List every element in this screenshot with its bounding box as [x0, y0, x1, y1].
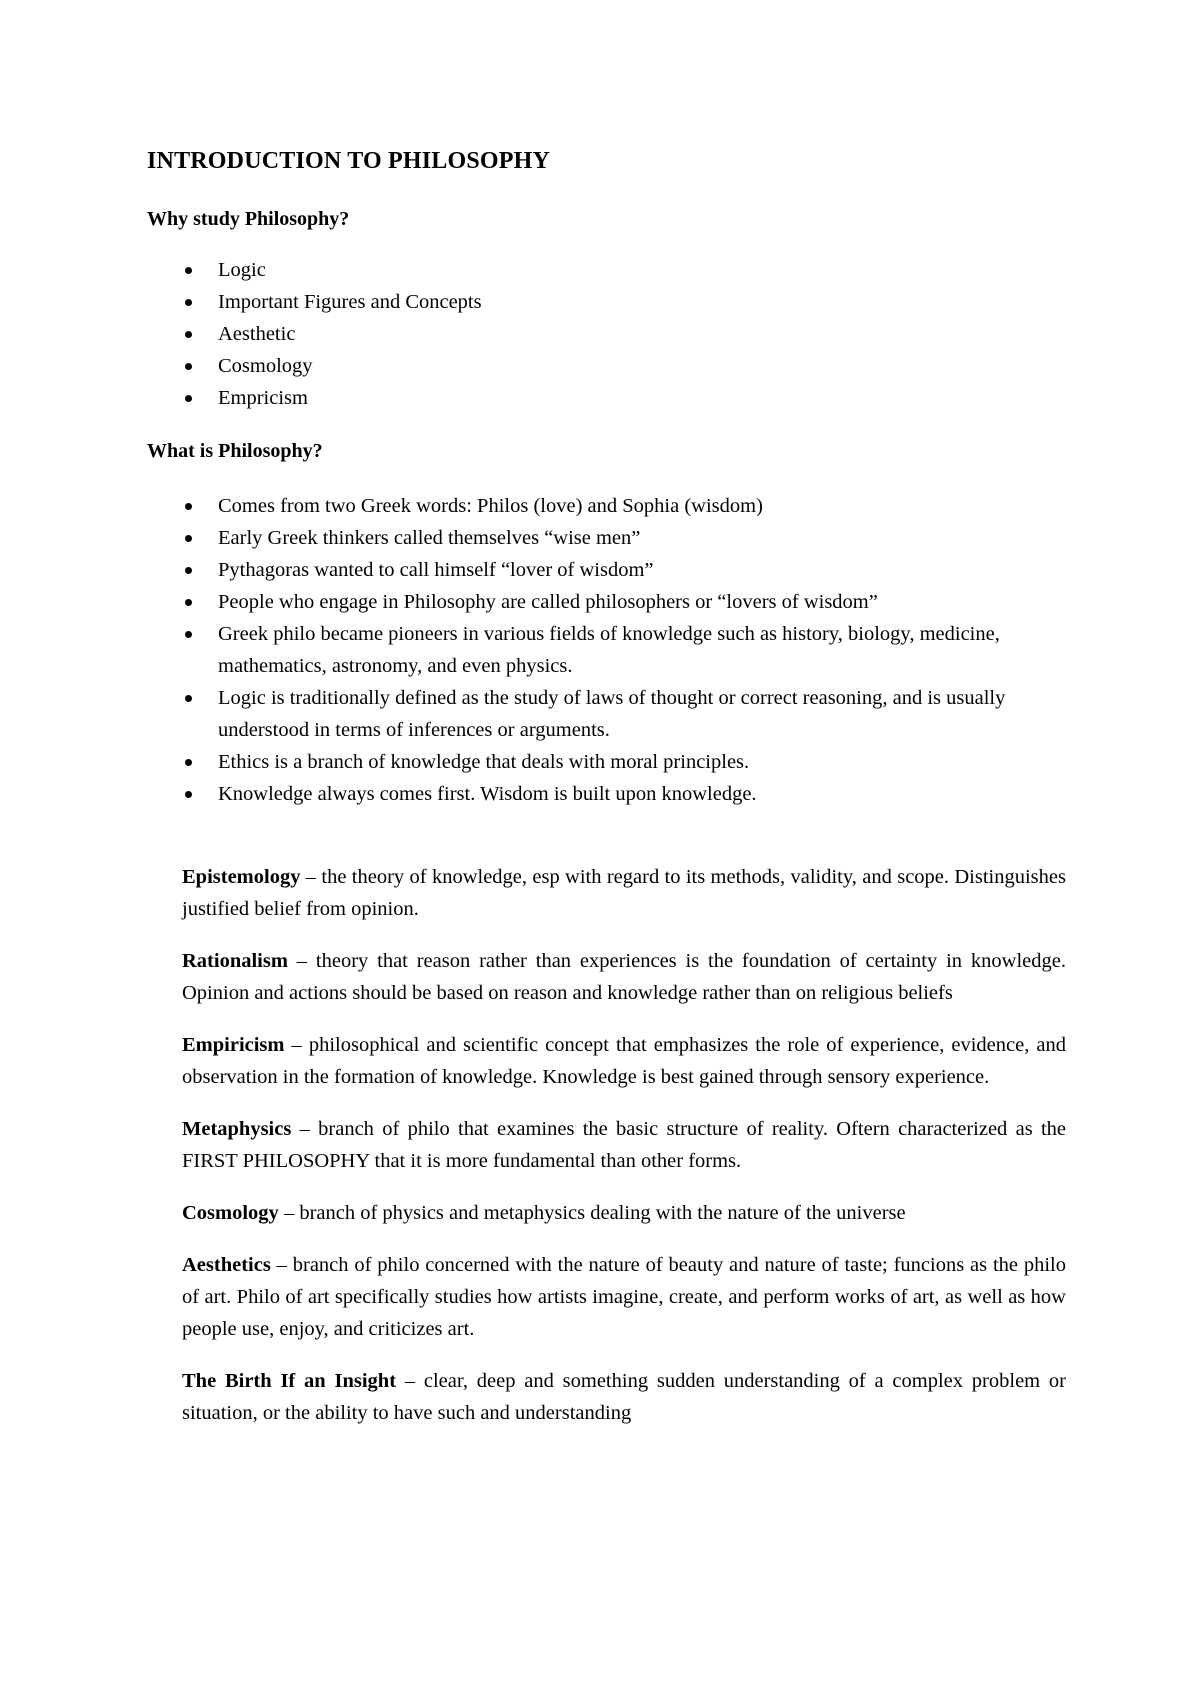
bullet-icon: [185, 599, 192, 606]
list-item-text: Comes from two Greek words: Philos (love) and Sophia (wisdom): [218, 495, 763, 517]
bullet-icon: [185, 299, 192, 306]
list-item: [0, 382, 1066, 414]
definition-aesthetics: [182, 1249, 1066, 1345]
list-item: [0, 318, 1066, 350]
list-item-text: Ethics is a branch of knowledge that deals with moral principles.: [218, 751, 750, 773]
list-item: [0, 778, 1066, 810]
list-item: [0, 618, 1066, 682]
definition-text: – the theory of knowledge, esp with regard to its methods, validity, and scope. Distinguishes justified belief from opinion.: [182, 866, 1066, 920]
bullet-icon: [185, 759, 192, 766]
definition-insight: [182, 1365, 1066, 1429]
bullet-icon: [185, 695, 192, 702]
bullet-icon: [185, 631, 192, 638]
definition-term: Rationalism: [182, 950, 288, 972]
definition-text: – philosophical and scientific concept that emphasizes the role of experience, evidence, and observation in the formation of knowledge. Knowledge is best gained through sensory experience.: [182, 1034, 1066, 1088]
list-item: [0, 746, 1066, 778]
bullet-icon: [185, 331, 192, 338]
list-item: [0, 286, 1066, 318]
list-item: [0, 554, 1066, 586]
definition-text: – branch of physics and metaphysics dealing with the nature of the universe: [278, 1202, 906, 1224]
definition-cosmology: [182, 1197, 1066, 1229]
list-item: [0, 682, 1066, 746]
list-item-text: Aesthetic: [218, 323, 296, 345]
what-is-list: [0, 490, 1066, 810]
list-item-text: Greek philo became pioneers in various fields of knowledge such as history, biology, medicine, mathematics, astronomy, and even physics.: [218, 623, 1000, 677]
list-item: [0, 490, 1066, 522]
bullet-icon: [185, 503, 192, 510]
why-study-list: [0, 254, 1066, 414]
definition-text: – branch of philo concerned with the nature of beauty and nature of taste; funcions as the philo of art. Philo of art specifically studies how artists imagine, create, and perform works of art, as well as how people use, enjoy, and criticizes art.: [182, 1254, 1066, 1340]
definition-epistemology: [182, 861, 1066, 925]
bullet-icon: [185, 567, 192, 574]
definition-term: The Birth If an Insight: [182, 1370, 397, 1392]
bullet-icon: [185, 395, 192, 402]
definition-metaphysics: [182, 1113, 1066, 1177]
bullet-icon: [185, 363, 192, 370]
definition-text: – theory that reason rather than experiences is the foundation of certainty in knowledge. Opinion and actions should be based on reason and knowledge rather than on religious beliefs: [182, 950, 1066, 1004]
definition-term: Cosmology: [182, 1202, 279, 1224]
list-item: [0, 350, 1066, 382]
list-item-text: Early Greek thinkers called themselves “wise men”: [218, 527, 641, 549]
what-is-heading: What is Philosophy?: [147, 440, 323, 462]
list-item: [0, 586, 1066, 618]
bullet-icon: [185, 267, 192, 274]
list-item-text: Logic: [218, 259, 266, 281]
page-title: INTRODUCTION TO PHILOSOPHY: [147, 148, 551, 174]
bullet-icon: [185, 535, 192, 542]
list-item-text: Cosmology: [218, 355, 313, 377]
bullet-icon: [185, 791, 192, 798]
list-item-text: Knowledge always comes first. Wisdom is built upon knowledge.: [218, 783, 757, 805]
definition-text: – clear, deep and something sudden understanding of a complex problem or situation, or the ability to have such and understanding: [182, 1370, 1066, 1424]
why-study-heading: Why study Philosophy?: [147, 208, 350, 230]
definition-term: Metaphysics: [182, 1118, 292, 1140]
list-item: [0, 522, 1066, 554]
definition-term: Aesthetics: [182, 1254, 271, 1276]
list-item-text: Pythagoras wanted to call himself “lover of wisdom”: [218, 559, 654, 581]
definition-term: Empiricism: [182, 1034, 285, 1056]
list-item: [0, 254, 1066, 286]
definition-rationalism: [182, 945, 1066, 1009]
list-item-text: Empricism: [218, 387, 308, 409]
definitions-section: [182, 861, 1066, 1449]
list-item-text: Important Figures and Concepts: [218, 291, 482, 313]
definition-empiricism: [182, 1029, 1066, 1093]
list-item-text: People who engage in Philosophy are called philosophers or “lovers of wisdom”: [218, 591, 878, 613]
definition-term: Epistemology: [182, 866, 301, 888]
definition-text: – branch of philo that examines the basic structure of reality. Oftern characterized as the FIRST PHILOSOPHY that it is more fundamental than other forms.: [182, 1118, 1066, 1172]
list-item-text: Logic is traditionally defined as the study of laws of thought or correct reasoning, and is usually understood in terms of inferences or arguments.: [218, 687, 1006, 741]
